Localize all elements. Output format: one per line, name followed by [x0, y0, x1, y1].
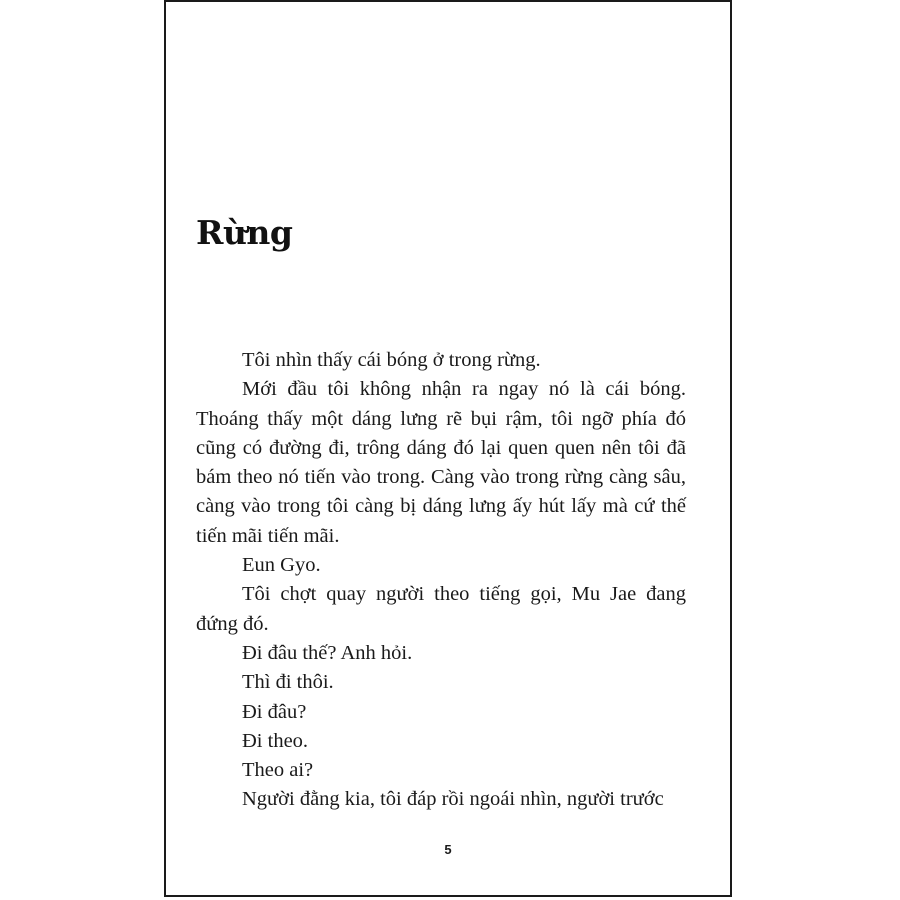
paragraph: Mới đầu tôi không nhận ra ngay nó là cái bóng. Thoáng thấy một dáng lưng rẽ bụi rậm, tôi ngỡ phía đó cũng có đường đi, trông dáng đó lại quen quen nên tôi đã bám theo nó tiến vào trong. Càng vào trong rừng càng sâu, càng vào trong tôi càng bị dáng lưng ấy hút lấy mà cứ thế tiến mãi tiến mãi.	[196, 378, 686, 547]
chapter-title: Rừng	[196, 213, 293, 252]
paragraph: Đi theo.	[242, 729, 309, 752]
paragraph: Thì đi thôi.	[242, 671, 334, 694]
body-text	[196, 346, 686, 815]
paragraph: Theo ai?	[242, 759, 314, 782]
paragraph: Người đằng kia, tôi đáp rồi ngoái nhìn, người trước	[242, 788, 664, 811]
paragraph: Đi đâu?	[242, 700, 307, 723]
paragraph: Tôi nhìn thấy cái bóng ở trong rừng.	[242, 349, 541, 371]
paragraph: Eun Gyo.	[242, 554, 321, 577]
page-number: 5	[444, 842, 452, 857]
paragraph: Đi đâu thế? Anh hỏi.	[242, 641, 413, 664]
paragraph: Tôi chợt quay người theo tiếng gọi, Mu Jae đang đứng đó.	[196, 583, 686, 635]
book-page	[164, 0, 732, 897]
